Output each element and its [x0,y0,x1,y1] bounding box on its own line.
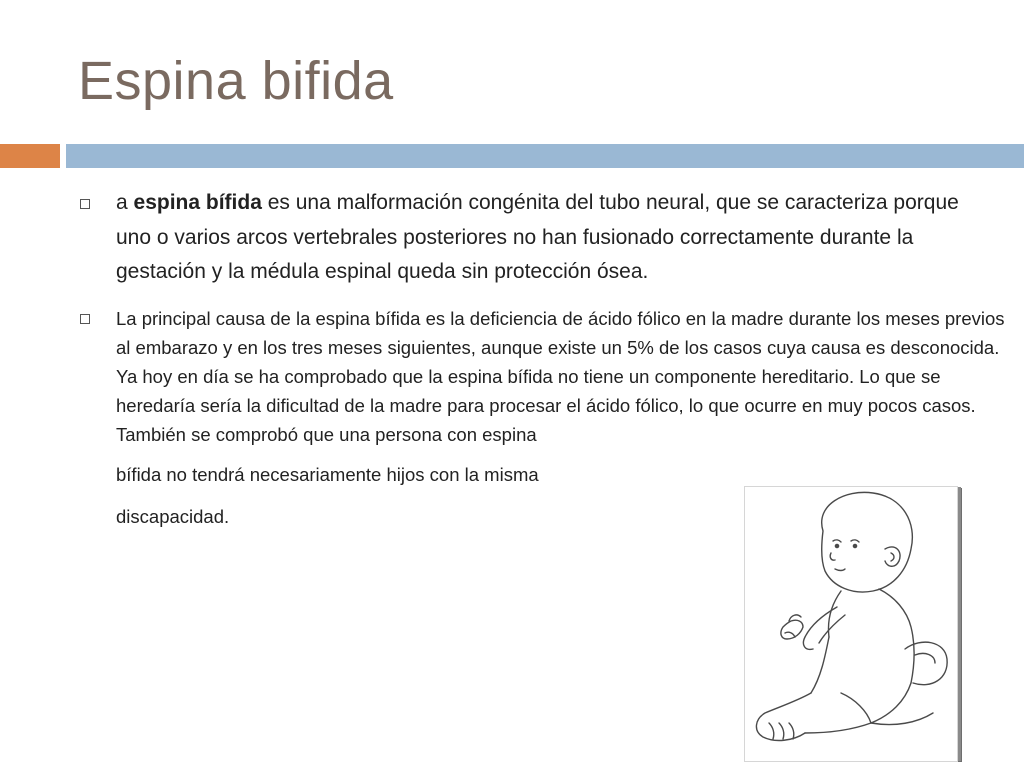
bullet-causes-continuation-1: bífida no tendrá necesariamente hijos con la misma [116,463,539,485]
bullet-causes [78,304,1016,449]
slide-body [78,186,1005,532]
title-divider-bar [66,144,1024,168]
slide-title: Espina bifida [78,51,394,111]
bullet-definition [78,186,986,290]
title-accent-bar [0,144,60,168]
bullet-definition-lead: a [116,191,134,214]
bullet-causes-continuation-2: discapacidad. [116,505,230,527]
bullet-definition-term: espina bífida [133,191,262,214]
baby-spina-bifida-illustration [744,486,958,762]
bullet-definition-text: es una malformación congénita del tubo neural, que se caracteriza porque uno o varios arcos vertebrales posteriores no han fusionado correctamente durante la gestación y la médula espinal queda sin protección ósea. [116,191,959,283]
bullet-causes-text: La principal causa de la espina bífida es la deficiencia de ácido fólico en la madre durante los meses previos al embarazo y en los tres meses siguientes, aunque existe un 5% de los casos cuya causa es desconocida. Ya hoy en día se ha comprobado que la espina bífida no tiene un componente hereditario. Lo que se heredaría sería la dificultad de la madre para procesar el ácido fólico, lo que ocurre en muy pocos casos. También se comprobó que una persona con espina [116,307,1005,445]
hollow-square-bullet-icon [80,314,90,324]
hollow-square-bullet-icon [80,199,90,209]
baby-drawing-icon [745,487,957,761]
